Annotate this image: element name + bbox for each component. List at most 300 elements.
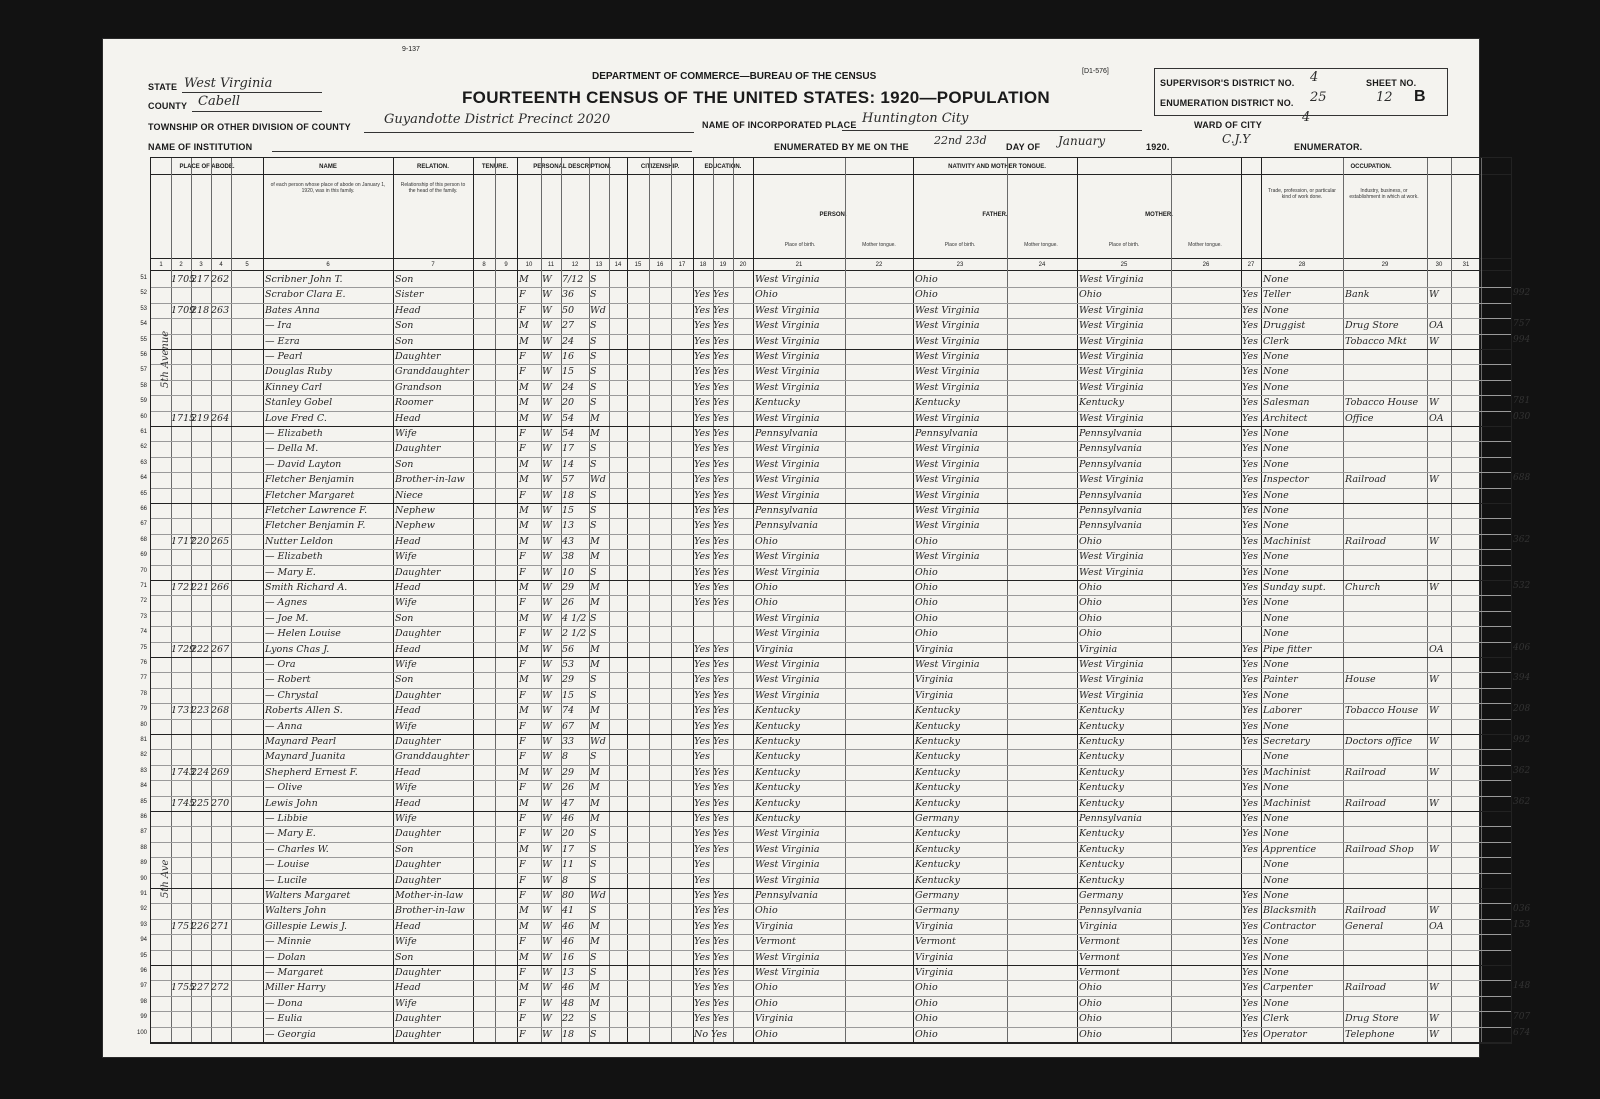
column-number: 12 (571, 262, 579, 268)
person-name: Stanley Gobel (265, 397, 333, 409)
group-mother: MOTHER. (1145, 212, 1173, 218)
father-birthplace: Kentucky (915, 766, 960, 778)
relationship: Roomer (395, 397, 433, 409)
column-number: 28 (1298, 262, 1306, 268)
mother-birthplace: Ohio (1079, 997, 1102, 1009)
age: 46 (562, 982, 575, 994)
person-name: Walters John (265, 905, 327, 917)
birthplace: West Virginia (755, 628, 820, 640)
row-rule (151, 1042, 1511, 1043)
relationship: Wife (395, 720, 417, 732)
person-name: — Elizabeth (265, 551, 323, 563)
person-name: — Ira (265, 320, 292, 332)
race: W (542, 874, 552, 886)
relationship: Head (395, 705, 421, 717)
marital-status: S (590, 505, 597, 516)
person-name: Fletcher Margaret (265, 489, 355, 501)
row-number: 67 (140, 521, 147, 528)
occupation-industry: Drug Store (1345, 320, 1399, 332)
race: W (542, 458, 552, 470)
age: 20 (562, 397, 575, 409)
row-number: 93 (140, 921, 147, 928)
mother-birthplace: Kentucky (1079, 797, 1124, 809)
occupation-industry: Railroad (1345, 905, 1387, 917)
speaks-english: Yes (1242, 674, 1258, 686)
margin-code: 362 (1513, 796, 1531, 807)
row-number: 60 (140, 413, 147, 420)
person-name: Maynard Pearl (265, 736, 337, 747)
race: W (542, 381, 552, 393)
row-number: 59 (140, 398, 147, 405)
mother-birthplace: Ohio (1079, 289, 1102, 301)
speaks-english: Yes (1242, 843, 1258, 855)
house-number: 1751 (171, 920, 196, 932)
age: 10 (562, 566, 575, 578)
institution-label: NAME OF INSTITUTION (148, 142, 253, 152)
column-rule (753, 158, 754, 1043)
father-birthplace: Ohio (915, 1013, 938, 1025)
birthplace: Vermont (755, 936, 796, 948)
marital-status: S (590, 905, 597, 917)
father-birthplace: West Virginia (915, 474, 980, 486)
column-rule (609, 158, 610, 1043)
birthplace: West Virginia (755, 443, 820, 455)
marital-status: M (590, 782, 600, 794)
race: W (542, 443, 552, 455)
speaks-english: Yes (1242, 335, 1258, 347)
relationship: Niece (395, 489, 423, 501)
column-number: 23 (956, 262, 964, 268)
enumerator-label: ENUMERATOR. (1294, 142, 1363, 152)
sex: F (519, 813, 526, 824)
sex: M (519, 674, 529, 686)
race: W (542, 936, 552, 948)
occupation-industry: General (1345, 920, 1384, 932)
birthplace: West Virginia (755, 951, 820, 963)
birthplace: West Virginia (755, 689, 820, 701)
column-number: 26 (1202, 262, 1210, 268)
column-rule (1451, 158, 1452, 1043)
speaks-english: Yes (1242, 1028, 1258, 1040)
occupation-industry: Tobacco House (1345, 705, 1419, 717)
marital-status: M (590, 982, 600, 994)
relationship: Daughter (395, 859, 441, 871)
occupation-trade: None (1263, 443, 1289, 455)
worker-class: W (1429, 1013, 1439, 1025)
occupation-trade: None (1263, 813, 1289, 824)
mother-birthplace: Pennsylvania (1079, 505, 1142, 516)
father-birthplace: Ohio (915, 997, 938, 1009)
row-number: 55 (140, 336, 147, 343)
enumerated-day: 22nd 23d (934, 134, 987, 147)
literacy: Yes Yes (694, 782, 729, 794)
father-birthplace: Pennsylvania (915, 428, 978, 439)
mother-birthplace: West Virginia (1079, 689, 1144, 701)
birthplace: West Virginia (755, 412, 820, 424)
person-name: — Pearl (265, 351, 303, 362)
birthplace: West Virginia (755, 366, 820, 378)
worker-class: W (1429, 582, 1439, 593)
age: 29 (562, 766, 575, 778)
dwelling-number: 224 (191, 766, 210, 778)
person-name: Smith Richard A. (265, 582, 348, 593)
age: 41 (562, 905, 575, 917)
sex: F (519, 997, 526, 1009)
occupation-industry: Railroad Shop (1345, 843, 1414, 855)
race: W (542, 828, 552, 840)
row-number: 79 (140, 706, 147, 713)
column-rule (1077, 158, 1078, 1043)
birthplace: West Virginia (755, 566, 820, 578)
relationship: Head (395, 982, 421, 994)
occupation-trade: None (1263, 689, 1289, 701)
occupation-trade: None (1263, 936, 1289, 948)
row-number: 72 (140, 598, 147, 605)
age: 22 (562, 1013, 575, 1025)
speaks-english: Yes (1242, 443, 1258, 455)
race: W (542, 705, 552, 717)
row-number: 77 (140, 675, 147, 682)
sex: M (519, 843, 529, 855)
race: W (542, 320, 552, 332)
column-number: 5 (245, 262, 249, 268)
column-number: 14 (614, 262, 622, 268)
age: 17 (562, 843, 575, 855)
person-name: Miller Harry (265, 982, 326, 994)
relationship: Daughter (395, 1028, 441, 1040)
literacy: Yes Yes (694, 689, 729, 701)
birthplace: Virginia (755, 920, 794, 932)
race: W (542, 859, 552, 871)
speaks-english: Yes (1242, 890, 1258, 901)
occupation-trade: None (1263, 551, 1289, 563)
father-birthplace: Kentucky (915, 828, 960, 840)
worker-class: W (1429, 905, 1439, 917)
age: 57 (562, 474, 575, 486)
age: 16 (562, 351, 575, 362)
group-father: FATHER. (982, 212, 1008, 218)
family-number: 269 (211, 766, 230, 778)
race: W (542, 304, 552, 316)
birthplace: Kentucky (755, 797, 800, 809)
sex: M (519, 458, 529, 470)
mother-birthplace: West Virginia (1079, 335, 1144, 347)
sex: M (519, 505, 529, 516)
family-number: 270 (211, 797, 230, 809)
column-rule (231, 158, 232, 1043)
father-birthplace: Virginia (915, 920, 954, 932)
occupation-industry: Tobacco House (1345, 397, 1419, 409)
row-number: 86 (140, 814, 147, 820)
occupation-trade: Machinist (1263, 766, 1311, 778)
person-name: — Joe M. (265, 612, 309, 624)
birthplace: West Virginia (755, 489, 820, 501)
age: 46 (562, 936, 575, 948)
marital-status: S (590, 1013, 597, 1025)
month-value: January (1058, 134, 1106, 148)
age: 15 (562, 366, 575, 378)
mother-birthplace: Kentucky (1079, 843, 1124, 855)
birthplace: Virginia (755, 1013, 794, 1025)
speaks-english: Yes (1242, 304, 1258, 316)
occupation-trade: None (1263, 366, 1289, 378)
father-birthplace: Germany (915, 813, 959, 824)
race: W (542, 612, 552, 624)
person-name: Walters Margaret (265, 890, 351, 901)
age: 18 (562, 1028, 575, 1040)
literacy: Yes Yes (694, 659, 729, 670)
enumerated-label: ENUMERATED BY ME ON THE (774, 142, 909, 152)
relationship: Wife (395, 428, 417, 439)
race: W (542, 659, 552, 670)
sex: M (519, 274, 529, 285)
father-birthplace: Ohio (915, 612, 938, 624)
speaks-english: Yes (1242, 997, 1258, 1009)
father-birthplace: Ohio (915, 628, 938, 640)
age: 27 (562, 320, 575, 332)
dwelling-number: 226 (191, 920, 210, 932)
relation-subhead: Relationship of this person to the head of the family. (400, 182, 466, 194)
birthplace: Pennsylvania (755, 428, 818, 439)
sex: F (519, 351, 526, 362)
row-number: 95 (140, 952, 147, 959)
dwelling-number: 223 (191, 705, 210, 717)
age: 38 (562, 551, 575, 563)
literacy: Yes Yes (694, 674, 729, 686)
census-table (136, 157, 1531, 1044)
relationship: Wife (395, 997, 417, 1009)
literacy: Yes Yes (694, 797, 729, 809)
mother-birthplace: Kentucky (1079, 766, 1124, 778)
relationship: Nephew (395, 520, 435, 532)
speaks-english: Yes (1242, 458, 1258, 470)
column-number: 15 (634, 262, 642, 268)
row-number: 65 (140, 490, 147, 497)
birthplace: Ohio (755, 905, 778, 917)
sex: F (519, 936, 526, 948)
occupation-trade: Clerk (1263, 1013, 1290, 1025)
margin-code: 992 (1513, 288, 1531, 299)
column-number: 11 (547, 262, 555, 268)
relationship: Head (395, 766, 421, 778)
age: 17 (562, 443, 575, 455)
person-name: — Louise (265, 859, 310, 871)
page-title: FOURTEENTH CENSUS OF THE UNITED STATES: 1920—POPULATION (462, 88, 1050, 107)
house-number: 1755 (171, 982, 196, 994)
relationship: Daughter (395, 689, 441, 701)
father-birthplace: West Virginia (915, 351, 980, 362)
column-number: 25 (1120, 262, 1128, 268)
row-number: 66 (140, 506, 147, 512)
mother-birthplace: Kentucky (1079, 874, 1124, 886)
age: 47 (562, 797, 575, 809)
occupation-trade: None (1263, 505, 1289, 516)
race: W (542, 1028, 552, 1040)
race: W (542, 813, 552, 824)
speaks-english: Yes (1242, 782, 1258, 794)
marital-status: M (590, 643, 600, 655)
margin-code: 674 (1513, 1027, 1531, 1038)
margin-code: 148 (1513, 981, 1531, 992)
sex: M (519, 397, 529, 409)
column-rule (1427, 158, 1428, 1043)
row-number: 74 (140, 629, 147, 636)
age: 14 (562, 458, 575, 470)
sex: M (519, 535, 529, 547)
occupation-trade: None (1263, 751, 1289, 763)
race: W (542, 474, 552, 486)
mother-birthplace: Pennsylvania (1079, 458, 1142, 470)
family-number: 263 (211, 304, 230, 316)
race: W (542, 366, 552, 378)
mother-birth-subhead: Place of birth. (1108, 242, 1140, 248)
column-rule (473, 158, 474, 1043)
institution-underline (272, 151, 692, 152)
father-birthplace: West Virginia (915, 443, 980, 455)
row-number: 91 (140, 891, 147, 897)
mother-birthplace: Ohio (1079, 1028, 1102, 1040)
sex: M (519, 582, 529, 593)
occupation-industry: House (1345, 674, 1376, 686)
occupation-industry: Telephone (1345, 1028, 1395, 1040)
father-birth-subhead: Place of birth. (944, 242, 976, 248)
column-rule (845, 158, 846, 1043)
birthplace: Kentucky (755, 813, 800, 824)
birthplace: Ohio (755, 1028, 778, 1040)
sex: F (519, 628, 526, 640)
mother-birthplace: Ohio (1079, 597, 1102, 609)
person-name: — Ezra (265, 335, 300, 347)
speaks-english: Yes (1242, 705, 1258, 717)
birthplace: West Virginia (755, 874, 820, 886)
person-name: — Agnes (265, 597, 308, 609)
person-name: — Eulia (265, 1013, 303, 1025)
person-name: Roberts Allen S. (265, 705, 343, 717)
mother-birthplace: Vermont (1079, 936, 1120, 948)
race: W (542, 628, 552, 640)
row-number: 78 (140, 690, 147, 697)
age: 50 (562, 304, 575, 316)
column-number: 19 (719, 262, 727, 268)
birthplace: Ohio (755, 535, 778, 547)
mother-birthplace: Ohio (1079, 1013, 1102, 1025)
person-name: Douglas Ruby (265, 366, 332, 378)
occupation-trade: None (1263, 859, 1289, 871)
worker-class: OA (1429, 320, 1444, 332)
column-rule (495, 158, 496, 1043)
row-number: 98 (140, 998, 147, 1005)
person-name: — Mary E. (265, 566, 316, 578)
marital-status: M (590, 766, 600, 778)
marital-status: S (590, 1028, 597, 1040)
age: 36 (562, 289, 575, 301)
house-number: 1745 (171, 797, 196, 809)
column-number: 29 (1381, 262, 1389, 268)
father-birthplace: Ohio (915, 1028, 938, 1040)
person-name: — Mary E. (265, 828, 316, 840)
speaks-english: Yes (1242, 720, 1258, 732)
relationship: Daughter (395, 967, 441, 978)
mother-birthplace: West Virginia (1079, 366, 1144, 378)
mother-birthplace: West Virginia (1079, 351, 1144, 362)
relationship: Brother-in-law (395, 474, 465, 486)
sex: F (519, 751, 526, 763)
birthplace: West Virginia (755, 551, 820, 563)
marital-status: S (590, 381, 597, 393)
relationship: Daughter (395, 874, 441, 886)
race: W (542, 1013, 552, 1025)
speaks-english: Yes (1242, 828, 1258, 840)
person-name: Shepherd Ernest F. (265, 766, 358, 778)
family-number: 265 (211, 535, 230, 547)
group-education: EDUCATION. (704, 164, 742, 170)
relationship: Granddaughter (395, 366, 470, 378)
age: 43 (562, 535, 575, 547)
sex: F (519, 289, 526, 301)
township-underline (364, 132, 694, 133)
sex: F (519, 1028, 526, 1040)
incorporated-underline (842, 130, 1142, 131)
age: 8 (562, 874, 569, 886)
row-number: 52 (140, 290, 147, 297)
worker-class: OA (1429, 643, 1444, 655)
marital-status: Wd (590, 890, 606, 901)
marital-status: S (590, 843, 597, 855)
father-birthplace: Virginia (915, 689, 954, 701)
column-rule (1481, 158, 1482, 1043)
column-number: 31 (1462, 262, 1470, 268)
side-note-5th-ave: 5th Ave (160, 859, 171, 898)
age: 33 (562, 736, 575, 747)
column-number: 1 (159, 262, 163, 268)
marital-status: M (590, 551, 600, 563)
family-number: 262 (211, 274, 230, 285)
person-name: Nutter Leldon (265, 535, 334, 547)
literacy: Yes (694, 859, 710, 871)
occupation-trade: None (1263, 628, 1289, 640)
occupation-trade: Secretary (1263, 736, 1311, 747)
relationship: Brother-in-law (395, 905, 465, 917)
district-box (1154, 68, 1448, 116)
group-relation: RELATION. (417, 164, 449, 170)
literacy: Yes Yes (694, 736, 729, 747)
sex: F (519, 597, 526, 609)
worker-class: W (1429, 797, 1439, 809)
sheet-letter: B (1414, 88, 1426, 105)
age: 16 (562, 951, 575, 963)
race: W (542, 520, 552, 532)
sex: M (519, 474, 529, 486)
father-birthplace: Ohio (915, 566, 938, 578)
group-header-rule (151, 174, 1511, 175)
literacy: Yes Yes (694, 489, 729, 501)
county-value: Cabell (198, 94, 241, 109)
person-name: — Anna (265, 720, 303, 732)
marital-status: M (590, 705, 600, 717)
father-birthplace: Ohio (915, 289, 938, 301)
father-birthplace: West Virginia (915, 412, 980, 424)
race: W (542, 535, 552, 547)
row-number: 71 (140, 583, 147, 589)
occupation-trade: Blacksmith (1263, 905, 1317, 917)
marital-status: Wd (590, 736, 606, 747)
age: 24 (562, 335, 575, 347)
mother-birthplace: Kentucky (1079, 705, 1124, 717)
speaks-english: Yes (1242, 428, 1258, 439)
sex: F (519, 489, 526, 501)
person-name: — Robert (265, 674, 311, 686)
occupation-trade: Inspector (1263, 474, 1309, 486)
